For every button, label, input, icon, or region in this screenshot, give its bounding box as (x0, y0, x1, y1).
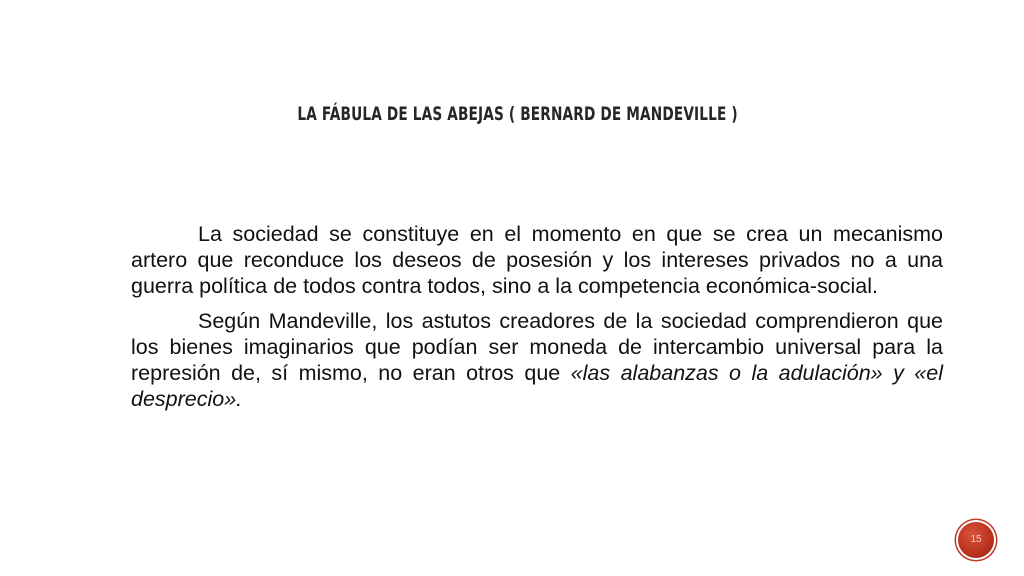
paragraph-1: La sociedad se constituye en el momento en que se crea un mecanismo artero que reconduce los deseos de posesión y los intereses privados no a una guerra política de todos contra todos, sino a la competencia económica-social. (131, 222, 943, 299)
slide-body (131, 221, 943, 420)
paragraph-2 (131, 308, 943, 413)
slide-title: LA FÁBULA DE LAS ABEJAS ( BERNARD DE MANDEVILLE ) (297, 103, 738, 125)
page-number: 15 (970, 534, 982, 545)
paragraph-2-text: Según Mandeville, los astutos creadores de la sociedad comprendieron que los bienes imaginarios que podían ser moneda de intercambio universal para la represión de, sí mismo, no eran otros que (131, 308, 943, 386)
page-number-badge (958, 522, 994, 558)
paragraph-2-emphasis: «las alabanzas o la adulación» y «el desprecio». (131, 361, 943, 412)
